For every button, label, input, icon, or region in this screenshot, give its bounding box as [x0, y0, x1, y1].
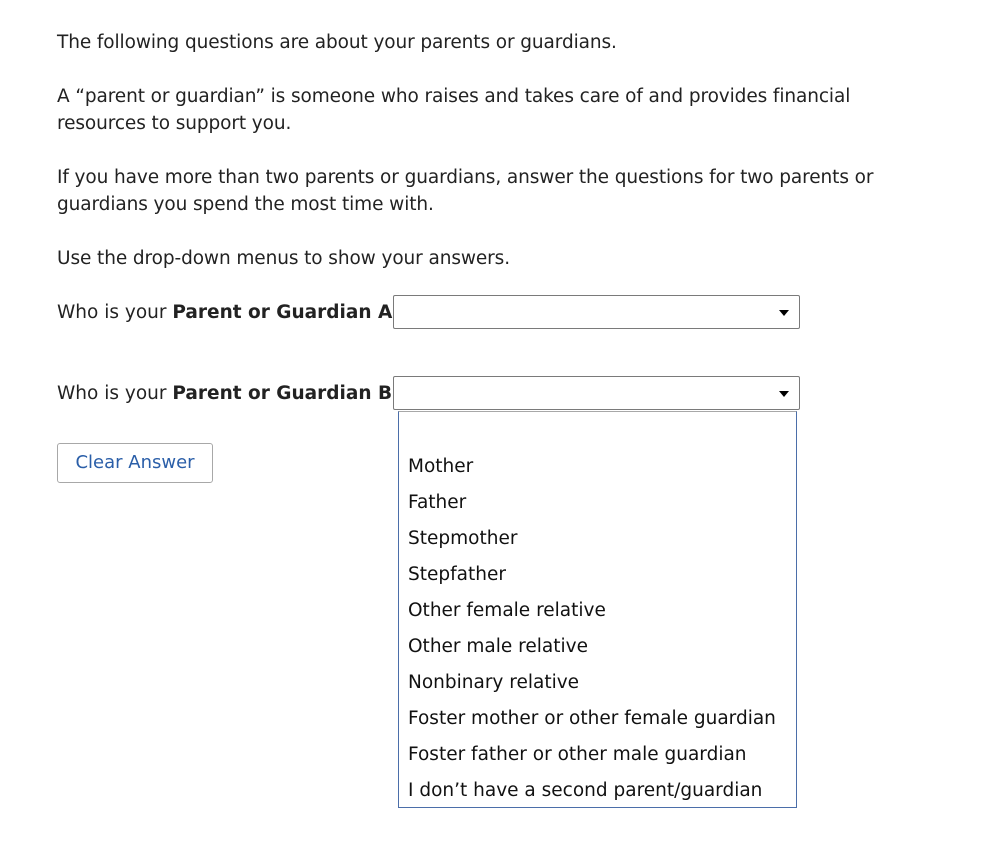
dropdown-option-mother[interactable]: Mother [408, 456, 474, 477]
definition-text: A “parent or guardian” is someone who raises and takes care of and provides financial resources to support you. [57, 86, 851, 134]
guardian-b-select[interactable] [393, 376, 800, 410]
dropdown-option-foster-father[interactable]: Foster father or other male guardian [408, 744, 747, 765]
dropdown-option-stepmother[interactable]: Stepmother [408, 528, 518, 549]
question-guardian-a [57, 299, 402, 326]
intro-line: The following questions are about your parents or guardians. [57, 32, 617, 53]
question-bold: Parent or Guardian A [172, 302, 393, 323]
dropdown-option-father[interactable]: Father [408, 492, 467, 513]
guardian-b-dropdown-list [398, 411, 797, 808]
caret-down-icon [779, 391, 789, 397]
question-bold: Parent or Guardian B [172, 383, 393, 404]
dropdown-option-foster-mother[interactable]: Foster mother or other female guardian [408, 708, 776, 729]
instructions-text: Use the drop-down menus to show your answers. [57, 248, 510, 269]
caret-down-icon [779, 310, 789, 316]
more-than-two-text: If you have more than two parents or guardians, answer the questions for two parents or guardians you spend the most time with. [57, 167, 874, 215]
dropdown-option-stepfather[interactable]: Stepfather [408, 564, 506, 585]
dropdown-option-no-second-parent[interactable]: I don’t have a second parent/guardian [408, 780, 763, 801]
clear-answer-button[interactable]: Clear Answer [57, 443, 213, 483]
dropdown-option-other-male-relative[interactable]: Other male relative [408, 636, 588, 657]
dropdown-option-other-female-relative[interactable]: Other female relative [408, 600, 606, 621]
question-prefix: Who is your [57, 383, 173, 404]
guardian-a-select[interactable] [393, 295, 800, 329]
dropdown-option-nonbinary-relative[interactable]: Nonbinary relative [408, 672, 580, 693]
question-guardian-b [57, 380, 402, 407]
question-prefix: Who is your [57, 302, 173, 323]
